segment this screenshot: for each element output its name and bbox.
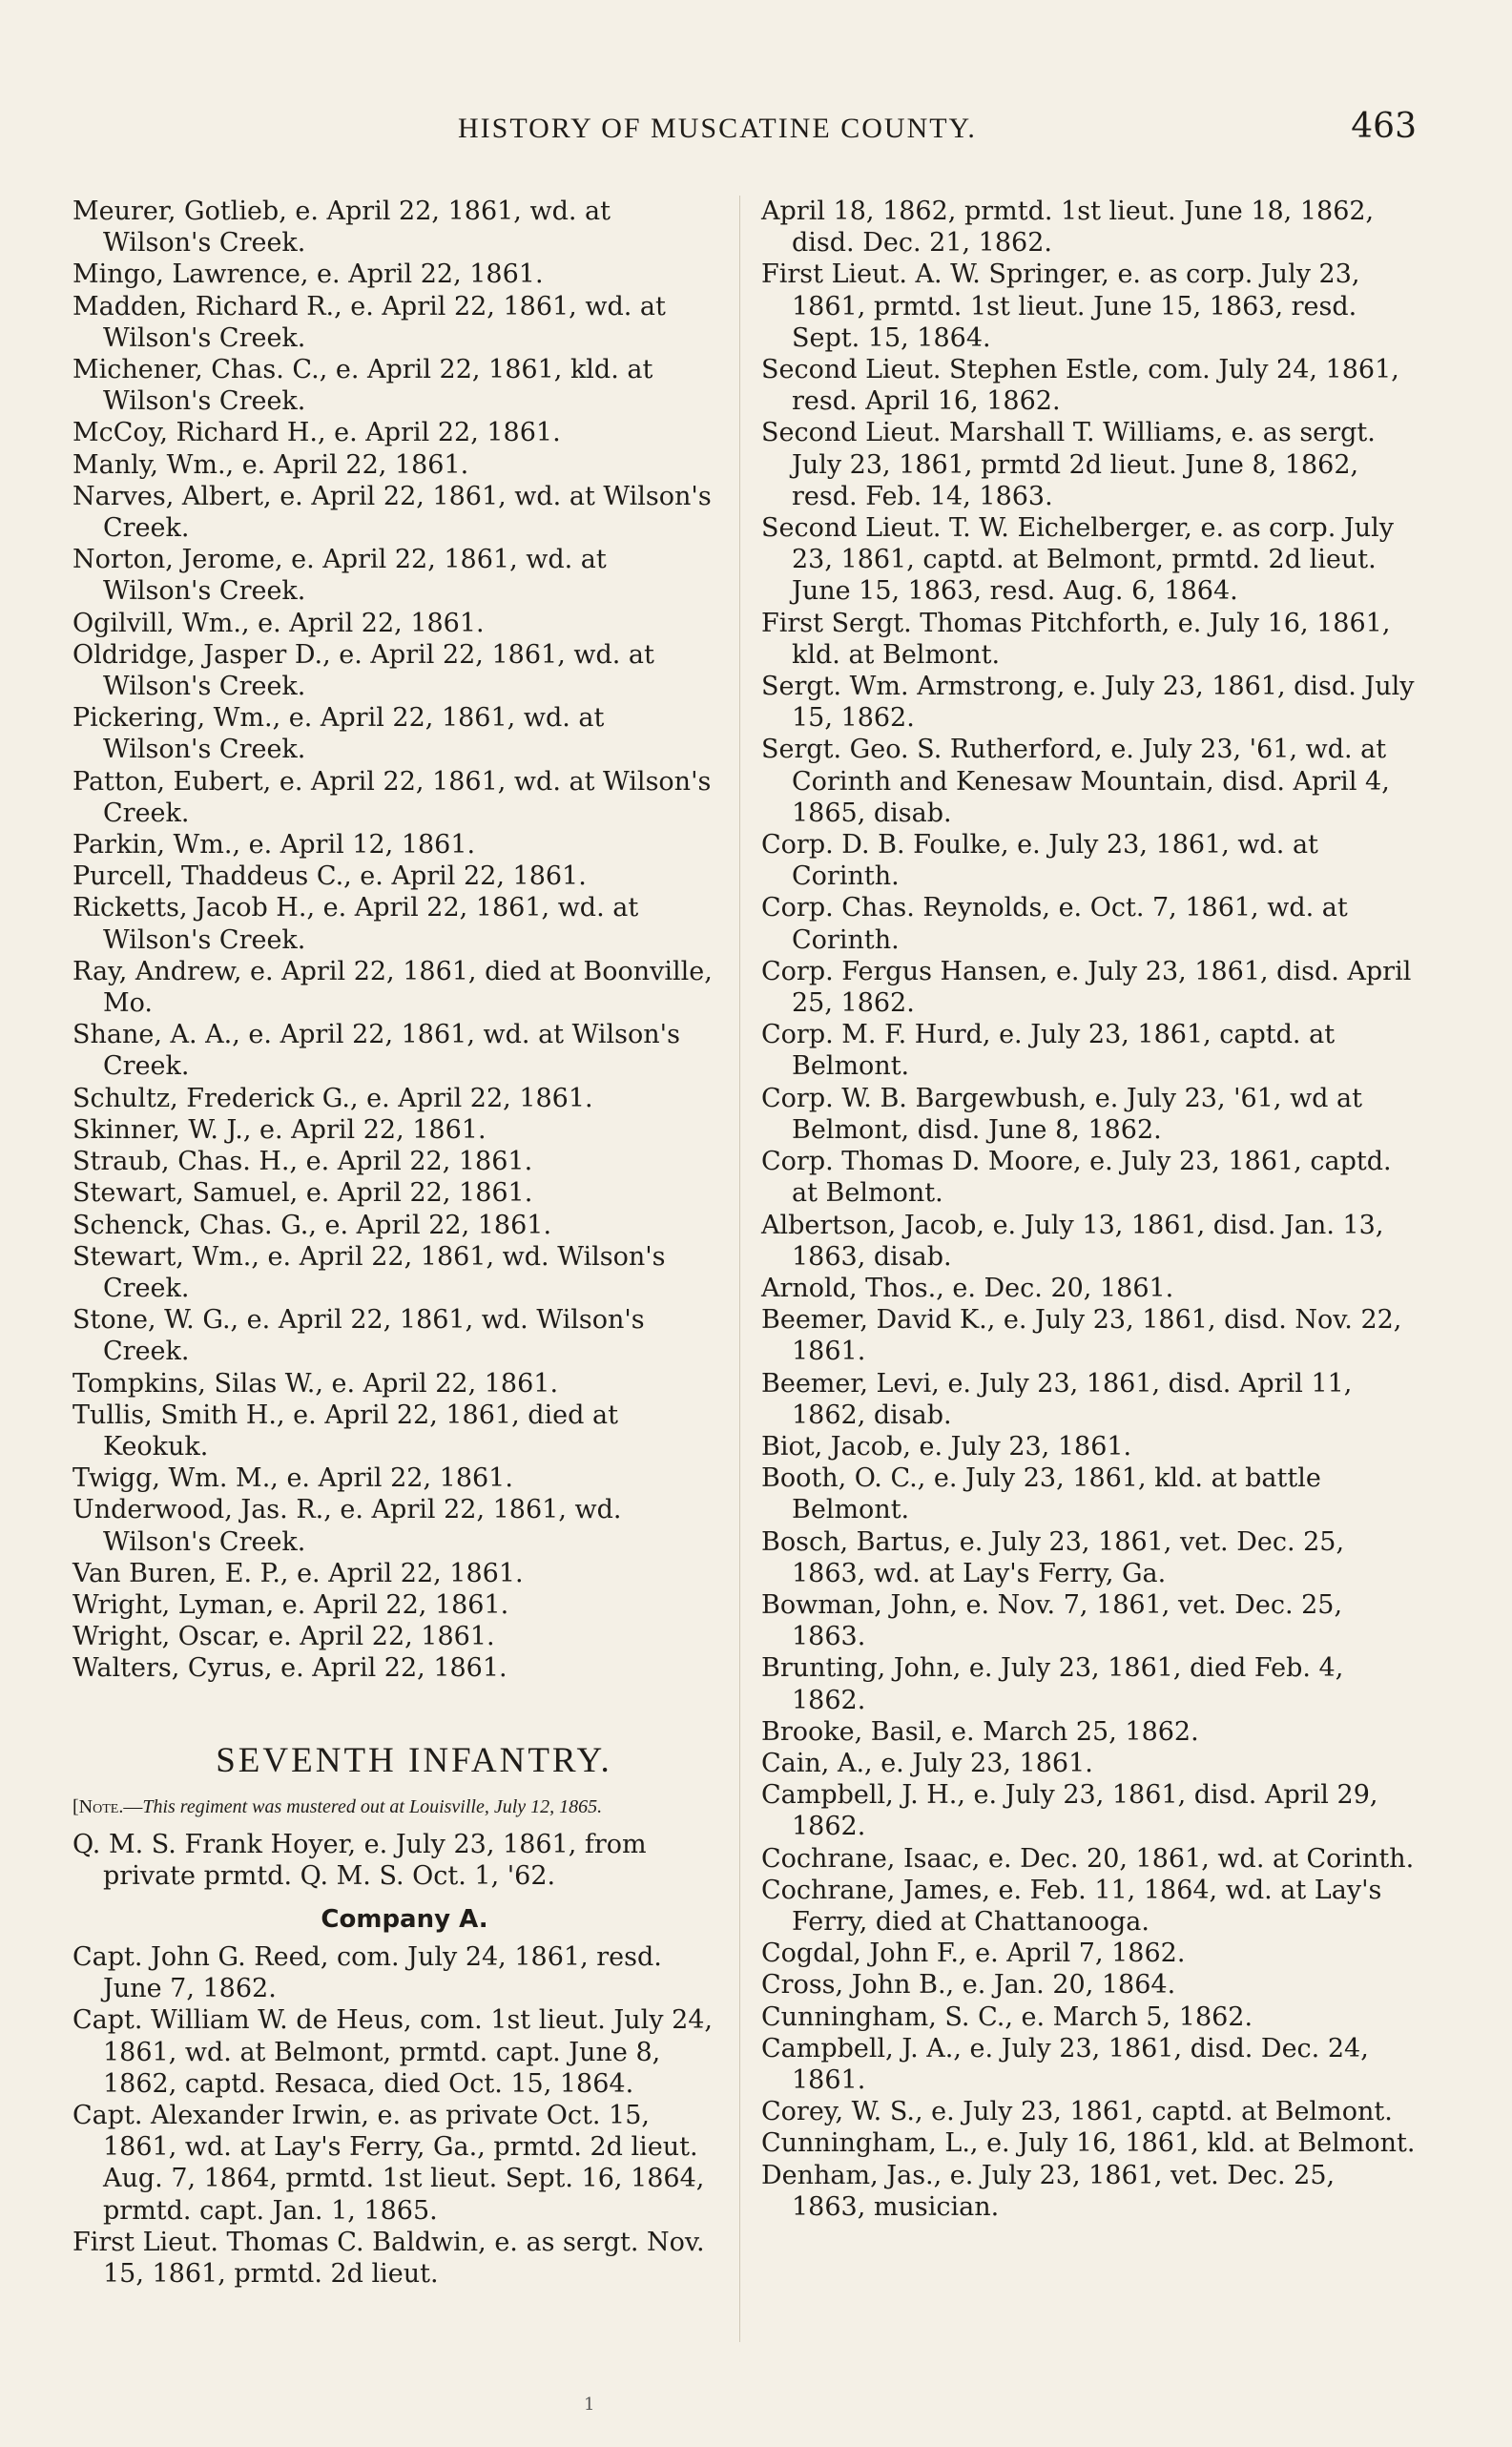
page-number: 463 — [1351, 107, 1417, 146]
roster-entry: McCoy, Richard H., e. April 22, 1861. — [72, 418, 561, 448]
roster-entry: Ricketts, Jacob H., e. April 22, 1861, wd. at Wilson's Creek. — [72, 893, 639, 955]
note-text: This regiment was mustered out at Louisville, July 12, 1865. — [142, 1795, 603, 1817]
roster-entry: Bowman, John, e. Nov. 7, 1861, vet. Dec. 25, 1863. — [761, 1589, 1343, 1652]
roster-entry: Wright, Oscar, e. April 22, 1861. — [72, 1622, 495, 1652]
roster-entry: Purcell, Thaddeus C., e. April 22, 1861. — [72, 861, 587, 892]
column-divider — [739, 196, 740, 2342]
roster-entry: Meurer, Gotlieb, e. April 22, 1861, wd. at Wilson's Creek. — [72, 197, 611, 259]
roster-entry: Tompkins, Silas W., e. April 22, 1861. — [72, 1368, 559, 1399]
roster-entry: Cunningham, L., e. July 16, 1861, kld. at Belmont. — [761, 2128, 1416, 2159]
company-heading: Company A. — [321, 1904, 488, 1934]
roster-entry: Second Lieut. T. W. Eichelberger, e. as corp. July 23, 1861, captd. at Belmont, prmtd. 2d lieut. June 15, 1863, resd. Aug. 6, 1864. — [761, 513, 1394, 607]
roster-entry: Walters, Cyrus, e. April 22, 1861. — [72, 1653, 507, 1684]
roster-entry: Sergt. Geo. S. Rutherford, e. July 23, '61, wd. at Corinth and Kenesaw Mountain, disd. April 4, 1865, disab. — [761, 735, 1390, 828]
roster-entry: April 18, 1862, prmtd. 1st lieut. June 18, 1862, disd. Dec. 21, 1862. — [761, 197, 1375, 259]
roster-entry: Schenck, Chas. G., e. April 22, 1861. — [72, 1210, 552, 1240]
roster-entry: Corp. Fergus Hansen, e. July 23, 1861, disd. April 25, 1862. — [761, 956, 1412, 1019]
roster-list-right — [761, 196, 1416, 2223]
roster-entry: Cross, John B., e. Jan. 20, 1864. — [761, 1970, 1176, 2001]
roster-entry: Stone, W. G., e. April 22, 1861, wd. Wilson's Creek. — [72, 1305, 645, 1367]
roster-entry: Albertson, Jacob, e. July 13, 1861, disd. Jan. 13, 1863, disab. — [761, 1210, 1384, 1272]
roster-entry: Booth, O. C., e. July 23, 1861, kld. at battle Belmont. — [761, 1463, 1321, 1525]
roster-entry: Manly, Wm., e. April 22, 1861. — [72, 449, 469, 480]
roster-entry: Cain, A., e. July 23, 1861. — [761, 1748, 1093, 1778]
roster-entry: Campbell, J. A., e. July 23, 1861, disd. Dec. 24, 1861. — [761, 2033, 1369, 2095]
roster-entry: Norton, Jerome, e. April 22, 1861, wd. at Wilson's Creek. — [72, 545, 607, 607]
roster-entry: Corp. W. B. Bargewbush, e. July 23, '61, wd at Belmont, disd. June 8, 1862. — [761, 1083, 1362, 1145]
roster-entry: Patton, Eubert, e. April 22, 1861, wd. at Wilson's Creek. — [72, 766, 712, 828]
roster-entry: Capt. Alexander Irwin, e. as private Oct. 15, 1861, wd. at Lay's Ferry, Ga., prmtd. 2d lieut. Aug. 7, 1864, prmtd. 1st lieut. Sept. 16, 1864, prmtd. capt. Jan. 1, 1865. — [72, 2100, 705, 2226]
roster-entry: Twigg, Wm. M., e. April 22, 1861. — [72, 1463, 513, 1494]
roster-entry: Sergt. Wm. Armstrong, e. July 23, 1861, disd. July 15, 1862. — [761, 672, 1415, 734]
roster-entry: Beemer, David K., e. July 23, 1861, disd. Nov. 22, 1861. — [761, 1305, 1402, 1367]
roster-entry: Denham, Jas., e. July 23, 1861, vet. Dec. 25, 1863, musician. — [761, 2160, 1336, 2222]
roster-entry: Brunting, John, e. July 23, 1861, died Feb. 4, 1862. — [761, 1653, 1344, 1715]
roster-entry: Beemer, Levi, e. July 23, 1861, disd. April 11, 1862, disab. — [761, 1368, 1353, 1430]
roster-entry: Oldridge, Jasper D., e. April 22, 1861, wd. at Wilson's Creek. — [72, 639, 654, 702]
roster-entry: First Lieut. Thomas C. Baldwin, e. as sergt. Nov. 15, 1861, prmtd. 2d lieut. — [72, 2227, 705, 2289]
roster-list-left-upper — [72, 196, 717, 1685]
roster-entry: Corp. Thomas D. Moore, e. July 23, 1861, captd. at Belmont. — [761, 1147, 1392, 1209]
roster-entry: Bosch, Bartus, e. July 23, 1861, vet. Dec. 25, 1863, wd. at Lay's Ferry, Ga. — [761, 1526, 1345, 1588]
roster-entry: Biot, Jacob, e. July 23, 1861. — [761, 1431, 1132, 1462]
roster-entry: Campbell, J. H., e. July 23, 1861, disd. April 29, 1862. — [761, 1780, 1378, 1842]
roster-entry: Cochrane, James, e. Feb. 11, 1864, wd. at Lay's Ferry, died at Chattanooga. — [761, 1875, 1382, 1937]
roster-entry: Brooke, Basil, e. March 25, 1862. — [761, 1716, 1199, 1747]
roster-entry: Madden, Richard R., e. April 22, 1861, wd. at Wilson's Creek. — [72, 291, 666, 353]
roster-entry: Shane, A. A., e. April 22, 1861, wd. at Wilson's Creek. — [72, 1020, 680, 1082]
roster-entry: Cochrane, Isaac, e. Dec. 20, 1861, wd. at Corinth. — [761, 1843, 1415, 1874]
roster-entry: Skinner, W. J., e. April 22, 1861. — [72, 1114, 487, 1145]
roster-entry: Underwood, Jas. R., e. April 22, 1861, wd. Wilson's Creek. — [72, 1495, 622, 1557]
roster-entry: Tullis, Smith H., e. April 22, 1861, died at Keokuk. — [72, 1400, 618, 1462]
roster-entry: Parkin, Wm., e. April 12, 1861. — [72, 830, 476, 861]
right-column — [761, 196, 1416, 2223]
quartermaster-entry: Q. M. S. Frank Hoyer, e. July 23, 1861, from private prmtd. Q. M. S. Oct. 1, '62. — [72, 1829, 647, 1891]
roster-entry: Corp. D. B. Foulke, e. July 23, 1861, wd. at Corinth. — [761, 830, 1318, 892]
roster-entry: First Sergt. Thomas Pitchforth, e. July 16, 1861, kld. at Belmont. — [761, 608, 1391, 670]
roster-entry: Stewart, Samuel, e. April 22, 1861. — [72, 1178, 533, 1209]
roster-entry: First Lieut. A. W. Springer, e. as corp. July 23, 1861, prmtd. 1st lieut. June 15, 1863, resd. Sept. 15, 1864. — [761, 259, 1360, 353]
page-header — [0, 107, 1512, 160]
roster-entry: Arnold, Thos., e. Dec. 20, 1861. — [761, 1273, 1174, 1303]
roster-entry: Capt. William W. de Heus, com. 1st lieut. July 24, 1861, wd. at Belmont, prmtd. capt. June 8, 1862, captd. Resaca, died Oct. 15, 1864. — [72, 2005, 714, 2099]
roster-list-left-lower — [72, 1941, 717, 2290]
regiment-note — [72, 1794, 717, 1819]
roster-entry: Wright, Lyman, e. April 22, 1861. — [72, 1589, 509, 1620]
note-prefix: [Note.— — [72, 1795, 143, 1817]
running-title: HISTORY OF MUSCATINE COUNTY. — [458, 113, 977, 144]
left-column — [72, 196, 717, 2290]
roster-entry: Michener, Chas. C., e. April 22, 1861, kld. at Wilson's Creek. — [72, 355, 653, 417]
roster-entry: Ogilvill, Wm., e. April 22, 1861. — [72, 608, 485, 638]
roster-entry: Corp. Chas. Reynolds, e. Oct. 7, 1861, wd. at Corinth. — [761, 893, 1348, 955]
roster-entry: Second Lieut. Stephen Estle, com. July 24, 1861, resd. April 16, 1862. — [761, 355, 1399, 417]
roster-entry: Schultz, Frederick G., e. April 22, 1861. — [72, 1083, 593, 1113]
roster-entry: Van Buren, E. P., e. April 22, 1861. — [72, 1558, 524, 1588]
roster-entry: Second Lieut. Marshall T. Williams, e. as sergt. July 23, 1861, prmtd 2d lieut. June 8, 1862, resd. Feb. 14, 1863. — [761, 418, 1376, 511]
roster-entry: Corey, W. S., e. July 23, 1861, captd. at Belmont. — [761, 2097, 1393, 2127]
section-heading: SEVENTH INFANTRY. — [216, 1740, 612, 1780]
roster-entry: Mingo, Lawrence, e. April 22, 1861. — [72, 259, 544, 290]
roster-entry: Stewart, Wm., e. April 22, 1861, wd. Wilson's Creek. — [72, 1241, 666, 1303]
footer-mark: 1 — [584, 2395, 595, 2415]
roster-entry: Ray, Andrew, e. April 22, 1861, died at Boonville, Mo. — [72, 956, 713, 1019]
roster-entry: Pickering, Wm., e. April 22, 1861, wd. at Wilson's Creek. — [72, 703, 605, 765]
roster-entry: Capt. John G. Reed, com. July 24, 1861, resd. June 7, 1862. — [72, 1941, 662, 2004]
roster-entry: Straub, Chas. H., e. April 22, 1861. — [72, 1147, 533, 1177]
roster-entry: Narves, Albert, e. April 22, 1861, wd. at Wilson's Creek. — [72, 481, 712, 544]
roster-entry: Corp. M. F. Hurd, e. July 23, 1861, captd. at Belmont. — [761, 1020, 1336, 1082]
roster-entry: Cunningham, S. C., e. March 5, 1862. — [761, 2001, 1253, 2032]
roster-entry: Cogdal, John F., e. April 7, 1862. — [761, 1939, 1186, 1969]
